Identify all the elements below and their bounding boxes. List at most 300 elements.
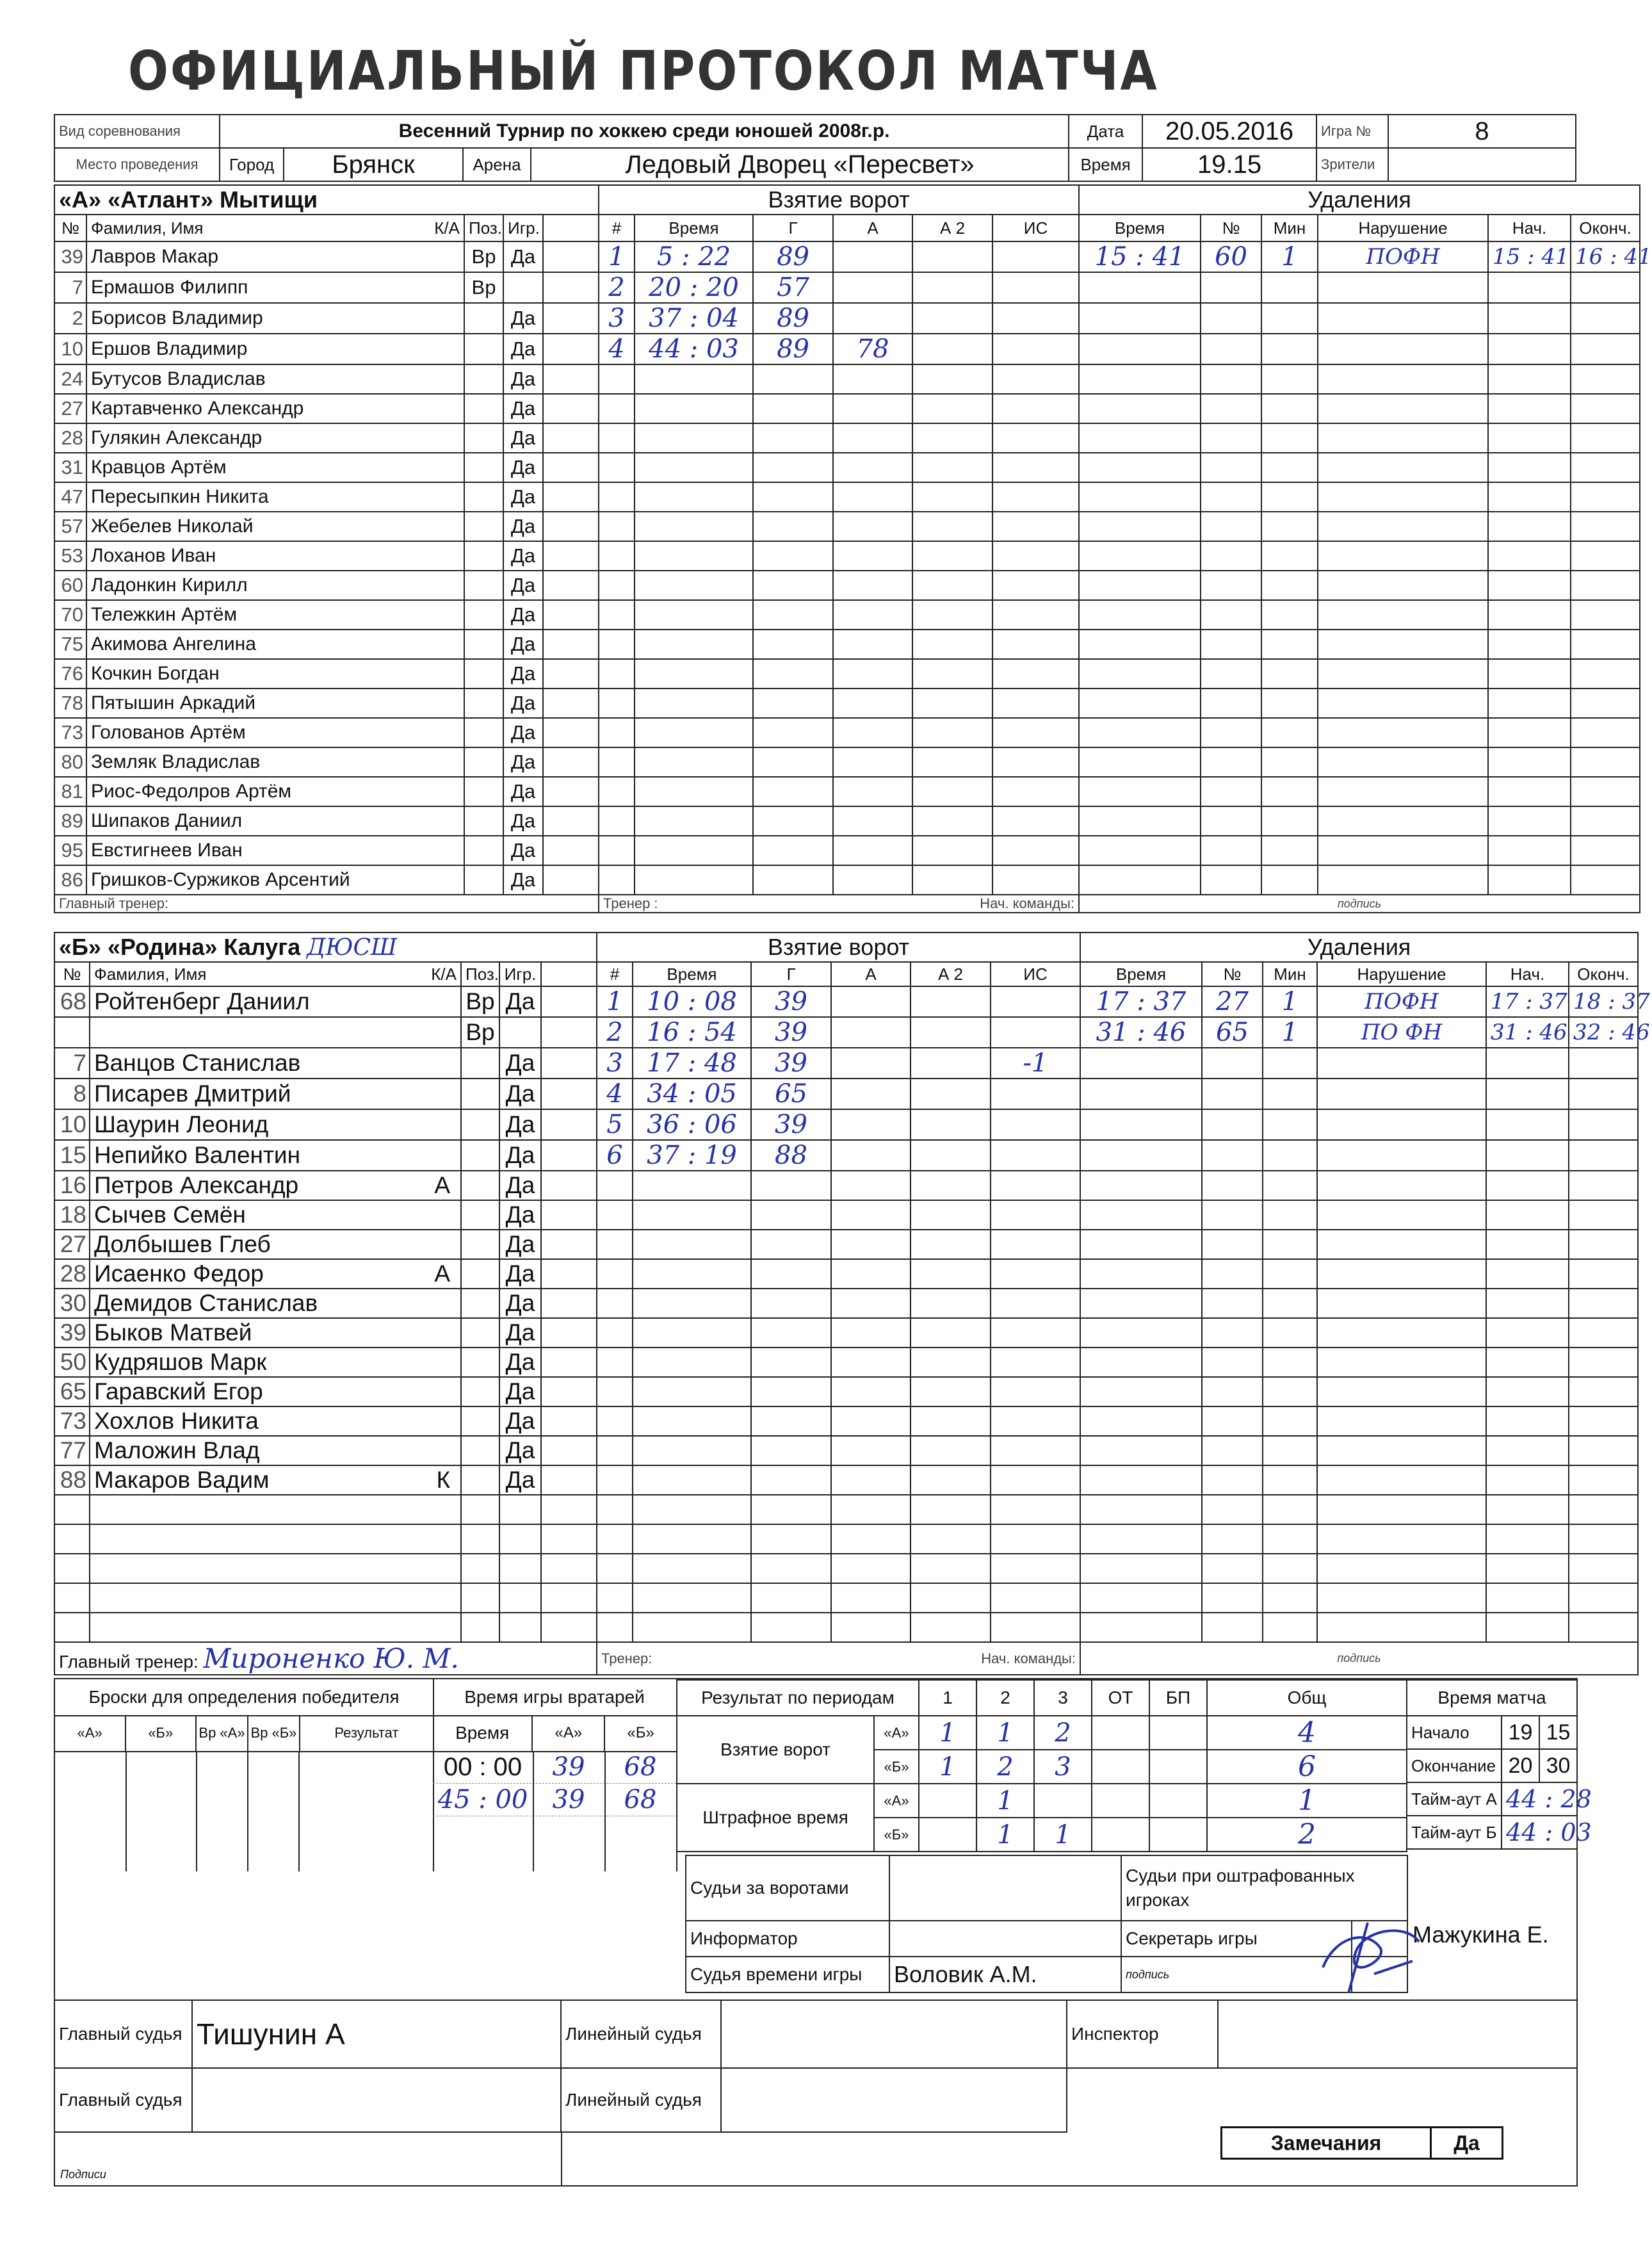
- linesman2-label: Линейный судья: [561, 2068, 721, 2132]
- goal-is: [992, 423, 1079, 453]
- goal-judges-value: [889, 1855, 1121, 1921]
- penalty-inf: [1318, 718, 1488, 747]
- player-name-cell: [86, 865, 464, 895]
- timeout-b: 44 : 03: [1502, 1816, 1577, 1849]
- penalty-end: [1571, 747, 1640, 777]
- penalty-start: [1488, 364, 1571, 394]
- pim-b-p1: [919, 1818, 976, 1852]
- goal-n: [599, 571, 635, 600]
- player-number: 31: [54, 453, 86, 482]
- player-number: 50: [54, 1348, 90, 1377]
- penalty-start: [1486, 1554, 1569, 1583]
- penalty-min: [1263, 1495, 1317, 1524]
- goal-a: [833, 630, 912, 659]
- penalty-inf: [1317, 1171, 1486, 1200]
- gap-cell: [543, 630, 599, 659]
- team-a-name: «Атлант» Мытищи: [108, 186, 318, 213]
- penalty-t: [1079, 334, 1201, 364]
- penalty-end: [1571, 600, 1640, 630]
- penalty-start: [1488, 334, 1571, 364]
- goal-is: [992, 777, 1079, 806]
- col-played: Игр.: [499, 962, 541, 986]
- penalty-end: [1569, 1259, 1638, 1289]
- penalty-t: 17 : 37: [1080, 986, 1202, 1017]
- penalty-min: [1261, 865, 1318, 895]
- player-name-cell: [86, 303, 464, 334]
- player-pos: [464, 806, 503, 836]
- player-played: Да: [499, 1318, 541, 1348]
- pim-b-total: 2: [1207, 1818, 1407, 1852]
- penalty-min: [1263, 1079, 1317, 1109]
- pim-a-ot: [1092, 1784, 1149, 1818]
- goal-g: 39: [751, 1017, 831, 1048]
- player-pos: [461, 1140, 499, 1171]
- goal-t: 37 : 04: [635, 303, 753, 334]
- penalty-end: [1571, 630, 1640, 659]
- gap-cell: [541, 1495, 597, 1524]
- time-label: Время: [1069, 148, 1142, 181]
- player-pos: [461, 1318, 499, 1348]
- goal-n: [597, 1230, 633, 1259]
- col-infraction: Нарушение: [1317, 962, 1486, 986]
- goal-a2: [912, 600, 992, 630]
- player-name: Ершов Владимир: [91, 338, 248, 359]
- penalty-start: [1486, 1171, 1569, 1200]
- penalty-end: [1571, 718, 1640, 747]
- col-name: Фамилия, Имя: [94, 964, 207, 984]
- pim-a-p2: 1: [976, 1784, 1034, 1818]
- goal-t: [635, 659, 753, 688]
- goal-g: [751, 1406, 831, 1436]
- shootout-divider: [126, 1751, 127, 1871]
- penalty-min: [1261, 747, 1318, 777]
- player-number: 89: [54, 806, 86, 836]
- player-name: Пятышин Аркадий: [91, 692, 256, 713]
- inspector-label: Инспектор: [1067, 2000, 1218, 2068]
- goal-t: [633, 1348, 751, 1377]
- penalty-min: [1261, 541, 1318, 571]
- goal-a2: [912, 777, 992, 806]
- goal-a2: [911, 1171, 991, 1200]
- ref2-label: Главный судья: [55, 2068, 192, 2132]
- player-pos: Вр: [461, 1017, 499, 1048]
- penalty-t: [1079, 482, 1201, 512]
- gap-cell: [541, 986, 597, 1017]
- penalty-end: [1569, 1348, 1638, 1377]
- goal-g: [753, 482, 833, 512]
- penalty-no: [1201, 394, 1261, 423]
- penalty-t: [1079, 364, 1201, 394]
- goal-g: [753, 718, 833, 747]
- col-assist: А: [833, 215, 912, 241]
- player-pos: [464, 423, 503, 453]
- penalty-start: [1488, 747, 1571, 777]
- player-played: Да: [499, 1230, 541, 1259]
- player-played: Да: [503, 541, 543, 571]
- goal-a: [833, 747, 912, 777]
- goal-a: [833, 303, 912, 334]
- penalty-t: [1080, 1406, 1202, 1436]
- goal-is: [992, 394, 1079, 423]
- goal-n: [597, 1348, 633, 1377]
- player-name: Кравцов Артём: [91, 457, 227, 478]
- player-number: 68: [54, 986, 90, 1017]
- player-pos: [464, 836, 503, 865]
- goal-t: [633, 1613, 751, 1642]
- penalty-start: [1486, 1495, 1569, 1524]
- goal-g: [751, 1318, 831, 1348]
- player-played: Да: [503, 453, 543, 482]
- goal-g: 39: [751, 986, 831, 1017]
- player-name-cell: [90, 1171, 461, 1200]
- pim-label: Штрафное время: [677, 1784, 874, 1852]
- player-played: Да: [499, 1377, 541, 1406]
- goals-label: Взятие ворот: [677, 1716, 874, 1784]
- penalty-t: [1079, 600, 1201, 630]
- penalty-start: [1488, 394, 1571, 423]
- player-played: Да: [499, 1109, 541, 1140]
- penalty-inf: [1317, 1230, 1486, 1259]
- player-row: [54, 394, 1640, 423]
- start-minute: 15: [1539, 1716, 1577, 1749]
- player-played: Да: [499, 1436, 541, 1465]
- player-pos: [464, 453, 503, 482]
- team-a-coach: [54, 895, 599, 913]
- player-row: [54, 630, 1640, 659]
- goalie-col-b: «Б»: [627, 1724, 654, 1741]
- player-row: [54, 1259, 1638, 1289]
- player-played: Да: [503, 394, 543, 423]
- remarks-box: [1220, 2126, 1503, 2160]
- player-pos: [464, 718, 503, 747]
- player-played: [499, 1524, 541, 1554]
- player-row: [54, 777, 1640, 806]
- player-played: Да: [503, 600, 543, 630]
- penalty-t: [1080, 1200, 1202, 1230]
- goal-g: [751, 1259, 831, 1289]
- penalty-start: [1486, 1436, 1569, 1465]
- goal-g: [753, 541, 833, 571]
- goal-is: [992, 659, 1079, 688]
- goal-t: [633, 1230, 751, 1259]
- goal-g: [751, 1524, 831, 1554]
- goal-g: [751, 1613, 831, 1642]
- penalty-min: 1: [1261, 241, 1318, 272]
- gap-cell: [543, 453, 599, 482]
- goal-t: [635, 423, 753, 453]
- goal-a2: [912, 423, 992, 453]
- penalty-no: [1202, 1200, 1263, 1230]
- gap-cell: [543, 303, 599, 334]
- goals-b-p3: 3: [1034, 1750, 1092, 1784]
- goalie-row: [433, 1751, 676, 1784]
- goal-a2: [912, 482, 992, 512]
- player-pos: [464, 482, 503, 512]
- penalty-start: [1486, 1079, 1569, 1109]
- gap-cell: [543, 334, 599, 364]
- penalty-start: [1488, 718, 1571, 747]
- penalty-start: [1488, 659, 1571, 688]
- goals-a-p1: 1: [919, 1716, 976, 1750]
- goal-g: [751, 1230, 831, 1259]
- goal-t: [635, 512, 753, 541]
- timeout-a-label: Тайм-аут А: [1407, 1782, 1502, 1816]
- player-pos: [464, 303, 503, 334]
- team-b-trainer: [597, 1642, 1080, 1675]
- penalty-no: [1201, 272, 1261, 303]
- penalty-inf: [1317, 1554, 1486, 1583]
- penalty-inf: [1318, 688, 1488, 718]
- goal-a2: [911, 1436, 991, 1465]
- goalie-divider: [533, 1751, 534, 1871]
- goal-a2: [911, 1318, 991, 1348]
- player-played: Да: [503, 630, 543, 659]
- player-pos: [461, 1289, 499, 1318]
- period-3-head: 3: [1034, 1680, 1092, 1716]
- goals-title: Взятие ворот: [599, 185, 1079, 215]
- penalty-min: [1263, 1465, 1317, 1495]
- penalty-min: [1261, 482, 1318, 512]
- penalty-no: [1202, 1436, 1263, 1465]
- goal-n: [599, 423, 635, 453]
- player-number: 27: [54, 1230, 90, 1259]
- goal-g: [751, 1554, 831, 1583]
- remarks-value: Да: [1454, 2131, 1480, 2154]
- player-number: 86: [54, 865, 86, 895]
- goal-a2: [911, 1017, 991, 1048]
- penalty-inf: [1317, 1436, 1486, 1465]
- penalty-inf: [1317, 1048, 1486, 1079]
- goal-a: [831, 1348, 911, 1377]
- competition-label: Вид соревнования: [54, 115, 220, 148]
- goal-a: [831, 1171, 911, 1200]
- player-name: Непийко Валентин: [94, 1142, 301, 1168]
- col-situation: ИС: [992, 215, 1079, 241]
- penalty-end: [1569, 1524, 1638, 1554]
- goal-is: [991, 1524, 1080, 1554]
- player-row: [54, 1524, 1638, 1554]
- penalty-start: [1486, 1583, 1569, 1613]
- penalty-start: [1488, 600, 1571, 630]
- goal-a: [831, 1613, 911, 1642]
- player-pos: [461, 1230, 499, 1259]
- goal-t: [635, 836, 753, 865]
- player-pos: [461, 1465, 499, 1495]
- goal-g: 57: [753, 272, 833, 303]
- player-name-cell: [86, 541, 464, 571]
- goal-a2: [911, 1140, 991, 1171]
- penalty-inf: [1317, 1259, 1486, 1289]
- player-name-cell: [90, 1079, 461, 1109]
- player-name-cell: [86, 364, 464, 394]
- player-name: Исаенко Федор: [94, 1260, 264, 1287]
- goal-a: [833, 718, 912, 747]
- col-name-ka: [90, 962, 461, 986]
- goal-n: [599, 865, 635, 895]
- player-number: 27: [54, 394, 86, 423]
- goal-t: [635, 364, 753, 394]
- coach-label: Главный тренер:: [59, 895, 169, 911]
- gap-cell: [543, 364, 599, 394]
- periods-box: [676, 1679, 1406, 1871]
- player-pos: [464, 512, 503, 541]
- goal-is: [991, 1583, 1080, 1613]
- gap-cell: [543, 718, 599, 747]
- goal-a2: [911, 1406, 991, 1436]
- match-time: 19.15: [1142, 148, 1316, 181]
- goal-a2: [911, 1465, 991, 1495]
- goal-a2: [912, 394, 992, 423]
- player-ka: А: [434, 1260, 450, 1287]
- gap-cell: [541, 1524, 597, 1554]
- player-played: [499, 1554, 541, 1583]
- penalty-min: [1263, 1140, 1317, 1171]
- goal-g: [751, 1465, 831, 1495]
- player-number: 7: [54, 272, 86, 303]
- penalty-min: [1261, 777, 1318, 806]
- goal-n: [599, 512, 635, 541]
- player-played: Да: [503, 571, 543, 600]
- penalty-inf: [1317, 1495, 1486, 1524]
- goal-a: [831, 1436, 911, 1465]
- penalty-start: [1486, 1259, 1569, 1289]
- col-assist: А: [831, 962, 911, 986]
- ref1-label: Главный судья: [55, 2000, 192, 2068]
- gap-cell: [543, 541, 599, 571]
- goal-is: [991, 1318, 1080, 1348]
- penalty-t: [1079, 630, 1201, 659]
- player-name: Шаурин Леонид: [94, 1111, 269, 1137]
- goal-g: [751, 1348, 831, 1377]
- col-ka: К/А: [431, 964, 457, 984]
- goal-g: [753, 394, 833, 423]
- penalty-t: 15 : 41: [1079, 241, 1201, 272]
- penalty-min: [1263, 1200, 1317, 1230]
- player-name-cell: [86, 630, 464, 659]
- player-row: [54, 571, 1640, 600]
- officials-box: [685, 1855, 1407, 1994]
- penalty-inf: [1318, 865, 1488, 895]
- goal-a: [833, 272, 912, 303]
- penalty-no: [1201, 334, 1261, 364]
- goal-n: [597, 1524, 633, 1554]
- goal-t: [635, 688, 753, 718]
- player-name-cell: [90, 1554, 461, 1583]
- officials-sign-label: подпись: [1121, 1957, 1352, 1992]
- player-name-cell: [90, 1109, 461, 1140]
- penalty-end: [1571, 688, 1640, 718]
- goalie-row-a: 39: [552, 1752, 585, 1782]
- player-row: [54, 303, 1640, 334]
- penalty-end: [1571, 453, 1640, 482]
- goal-g: [753, 659, 833, 688]
- goal-a2: [911, 1289, 991, 1318]
- player-name: Голованов Артём: [91, 722, 246, 743]
- trainer-label: Тренер:: [601, 1650, 652, 1666]
- secretary-name: Мажукина Е.: [1413, 1921, 1549, 1948]
- penalty-min: [1261, 512, 1318, 541]
- team-b-mark: «Б»: [874, 1750, 919, 1784]
- goal-t: 16 : 54: [633, 1017, 751, 1048]
- penalty-no: [1202, 1079, 1263, 1109]
- penalty-min: [1263, 1048, 1317, 1079]
- player-pos: [464, 364, 503, 394]
- penalty-min: [1261, 453, 1318, 482]
- goal-a2: [911, 1613, 991, 1642]
- goal-is: [991, 1289, 1080, 1318]
- game-no-label: Игра №: [1316, 115, 1388, 148]
- player-number: [54, 1524, 90, 1554]
- penalty-min: [1263, 1230, 1317, 1259]
- goal-n: 2: [597, 1017, 633, 1048]
- penalty-end: [1571, 777, 1640, 806]
- player-played: Да: [499, 1289, 541, 1318]
- goal-a: [831, 1524, 911, 1554]
- pim-a-p3: [1034, 1784, 1092, 1818]
- penalty-end: [1571, 482, 1640, 512]
- team-a-mark: «А»: [874, 1784, 919, 1818]
- penalty-inf: [1318, 777, 1488, 806]
- penalty-t: [1080, 1583, 1202, 1613]
- player-number: 2: [54, 303, 86, 334]
- goal-t: [633, 1524, 751, 1554]
- player-pos: [464, 688, 503, 718]
- col-assist2: А 2: [911, 962, 991, 986]
- goal-t: 36 : 06: [633, 1109, 751, 1140]
- penalty-t: [1079, 453, 1201, 482]
- player-pos: [461, 1259, 499, 1289]
- pim-b-p2: 1: [976, 1818, 1034, 1852]
- player-name: Лавров Макар: [91, 246, 219, 267]
- blank-cell: [1067, 2068, 1576, 2132]
- team-a-mark: «А»: [874, 1716, 919, 1750]
- player-pos: [461, 1554, 499, 1583]
- penalty-inf: [1317, 1613, 1486, 1642]
- goal-g: [753, 423, 833, 453]
- player-pos: [464, 865, 503, 895]
- goal-is: [992, 600, 1079, 630]
- goal-t: 5 : 22: [635, 241, 753, 272]
- penalty-end: [1569, 1583, 1638, 1613]
- goal-g: 39: [751, 1048, 831, 1079]
- inspector-value: [1218, 2000, 1576, 2068]
- player-row: [54, 1613, 1638, 1642]
- penalty-inf: [1318, 453, 1488, 482]
- goals-a-p3: 2: [1034, 1716, 1092, 1750]
- goalie-row: [433, 1784, 676, 1816]
- goal-is: [992, 865, 1079, 895]
- penalty-inf: [1318, 541, 1488, 571]
- penalty-min: [1263, 1524, 1317, 1554]
- col-situation: ИС: [991, 962, 1080, 986]
- linesman2-value: [721, 2068, 1067, 2132]
- player-row: [54, 423, 1640, 453]
- goal-a2: [912, 241, 992, 272]
- penalty-start: [1488, 453, 1571, 482]
- player-played: Да: [503, 334, 543, 364]
- penalty-start: [1488, 688, 1571, 718]
- player-pos: Вр: [464, 272, 503, 303]
- penalty-min: 1: [1263, 986, 1317, 1017]
- penalty-min: [1261, 718, 1318, 747]
- penalty-start: [1488, 512, 1571, 541]
- goal-a2: [912, 364, 992, 394]
- penalty-t: [1079, 512, 1201, 541]
- goal-a2: [912, 303, 992, 334]
- goalie-row-b: 68: [624, 1785, 657, 1814]
- penalty-t: [1079, 394, 1201, 423]
- gap-cell: [541, 1017, 597, 1048]
